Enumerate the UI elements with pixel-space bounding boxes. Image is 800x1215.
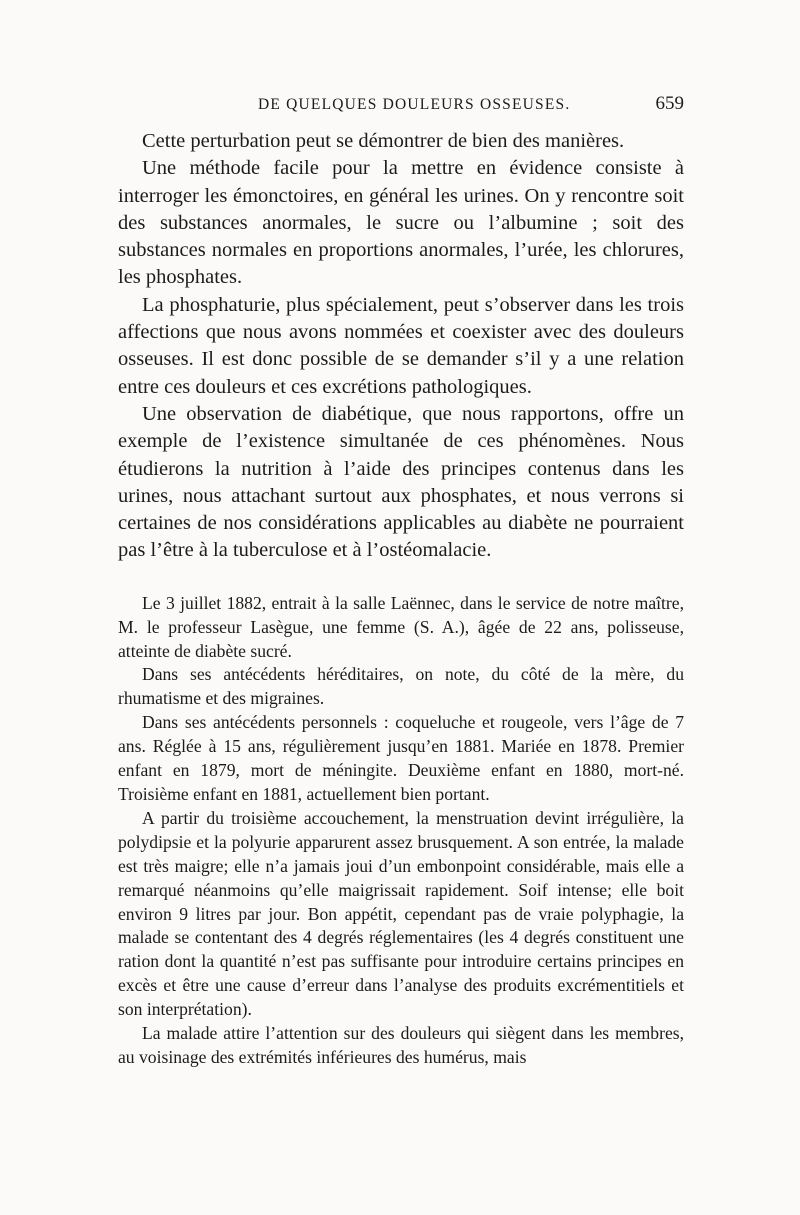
paragraph: Une méthode facile pour la mettre en évidence consiste à interroger les émonctoires, en général les urines. On y rencontre soit des substances anormales, le sucre ou l’albumine ; soit des substances normales en proportions anormales, l’urée, les chlorures, les phosphates. <box>118 157 684 289</box>
observation-paragraph: A partir du troisième accouchement, la menstruation devint irrégulière, la polydipsie et la polyurie apparurent assez brusquement. A son entrée, la malade est très maigre; elle n’a jamais joui d’un embonpoint considérable, mais elle a remarqué néanmoins qu’elle maigrissait rapidement. Soif intense; elle boit environ 9 litres par jour. Bon appétit, cependant pas de vraie polyphagie, la malade se contentant des 4 degrés réglementaires (les 4 degrés constituent une ration dont la quantité n’est pas suffisante pour introduire certains principes en excès et être une cause d’erreur dans l’analyse des produits excrémentitiels et son interprétation). <box>118 807 684 1020</box>
page-number: 659 <box>655 93 684 114</box>
running-title: DE QUELQUES DOULEURS OSSEUSES. <box>258 96 571 113</box>
observation-section <box>118 592 684 1070</box>
observation-paragraph: La malade attire l’attention sur des douleurs qui siègent dans les membres, au voisinage des extrémités inférieures des humérus, mais <box>118 1023 684 1067</box>
main-text-section <box>118 128 684 565</box>
body-text <box>118 128 684 1070</box>
paragraph: Cette perturbation peut se démontrer de bien des manières. <box>142 130 625 152</box>
observation-paragraph: Le 3 juillet 1882, entrait à la salle Laënnec, dans le service de notre maître, M. le professeur Lasègue, une femme (S. A.), âgée de 22 ans, polisseuse, atteinte de diabète sucré. <box>118 592 684 661</box>
observation-paragraph: Dans ses antécédents personnels : coqueluche et rougeole, vers l’âge de 7 ans. Réglée à 15 ans, régulièrement jusqu’en 1881. Mariée en 1878. Premier enfant en 1879, mort de méningite. Deuxième enfant en 1880, mort-né. Troisième enfant en 1881, actuellement bien portant. <box>118 712 684 804</box>
paragraph: Une observation de diabétique, que nous rapportons, offre un exemple de l’existence simultanée de ces phénomènes. Nous étudierons la nutrition à l’aide des principes contenus dans les urines, nous attachant surtout aux phosphates, et nous verrons si certaines de nos considérations applicables au diabète ne pourraient pas l’être à la tuberculose et à l’ostéomalacie. <box>118 402 684 562</box>
running-head <box>118 93 684 121</box>
observation-paragraph: Dans ses antécédents héréditaires, on note, du côté de la mère, du rhumatisme et des migraines. <box>118 664 684 709</box>
paragraph: La phosphaturie, plus spécialement, peut s’observer dans les trois affections que nous avons nommées et coexister avec des douleurs osseuses. Il est donc possible de se demander s’il y a une relation entre ces douleurs et ces excrétions pathologiques. <box>118 293 684 398</box>
